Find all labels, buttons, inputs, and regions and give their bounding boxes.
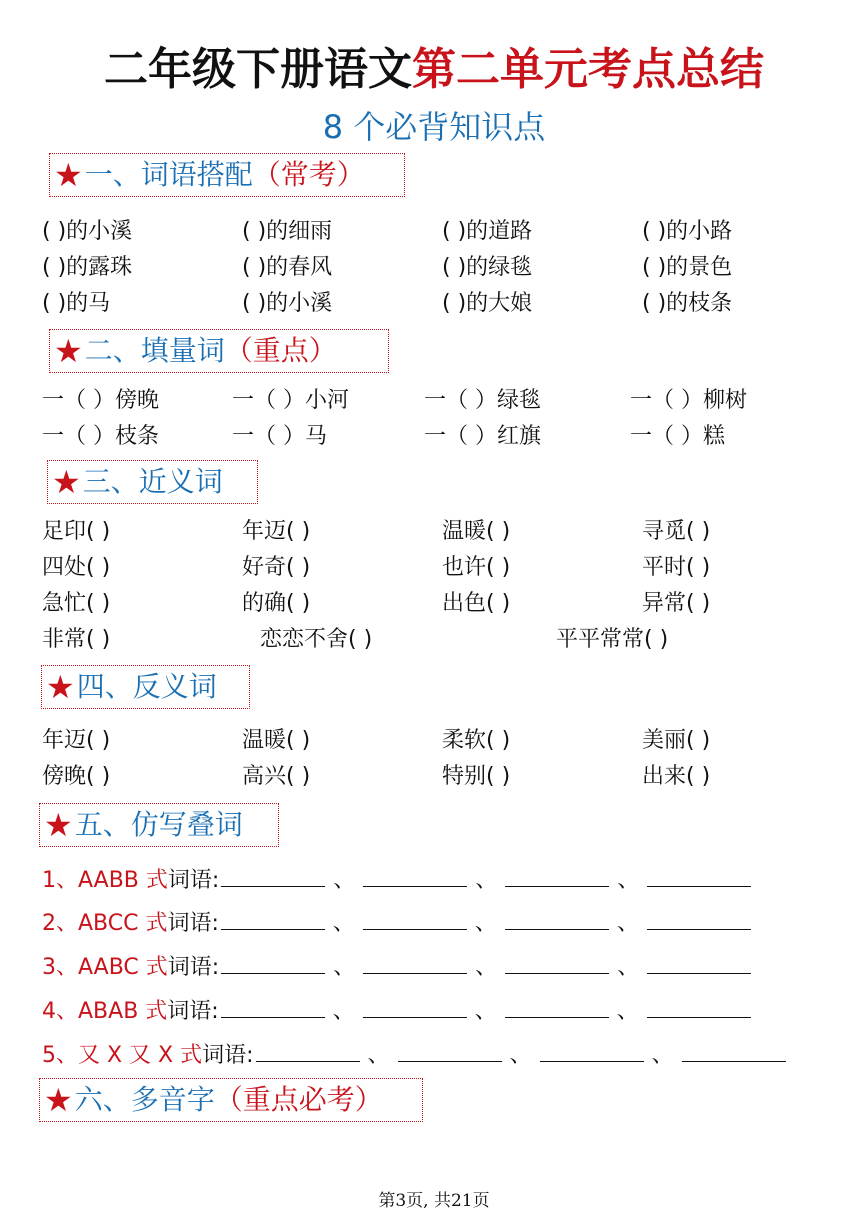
reduplication-line bbox=[42, 951, 753, 985]
separator: 、 bbox=[333, 955, 356, 980]
section-label: 三、近义词 bbox=[82, 465, 223, 498]
answer-blank[interactable] bbox=[363, 864, 467, 887]
separator: 、 bbox=[651, 1043, 674, 1068]
item-number: 3、 bbox=[42, 955, 78, 980]
separator: 、 bbox=[367, 1043, 390, 1068]
pattern-label: ABAB 式 bbox=[78, 999, 168, 1024]
pattern-label: AABB 式 bbox=[78, 868, 168, 893]
answer-blank[interactable] bbox=[647, 864, 751, 887]
antonym-item[interactable]: 高兴( ) bbox=[242, 764, 311, 789]
collocation-item[interactable]: ( )的大娘 bbox=[442, 291, 533, 316]
reduplication-line bbox=[42, 907, 753, 941]
section-label: 六、多音字 bbox=[74, 1083, 215, 1116]
title-unit: 第二单元考点总结 bbox=[412, 44, 764, 95]
pattern-suffix: 词语: bbox=[167, 999, 219, 1024]
star-icon: ★ bbox=[54, 156, 83, 194]
section-note: （重点） bbox=[224, 334, 337, 367]
synonym-item[interactable]: 异常( ) bbox=[642, 591, 711, 616]
antonym-item[interactable]: 傍晚( ) bbox=[42, 764, 111, 789]
pattern-suffix: 词语: bbox=[167, 868, 220, 893]
measure-item[interactable]: 一（ ）绿毯 bbox=[424, 388, 541, 413]
section-note: （重点必考） bbox=[214, 1083, 383, 1116]
synonym-item[interactable]: 非常( ) bbox=[42, 627, 111, 652]
reduplication-line bbox=[42, 864, 753, 898]
section-note: （常考） bbox=[252, 158, 365, 191]
answer-blank[interactable] bbox=[647, 995, 751, 1018]
answer-blank[interactable] bbox=[363, 907, 467, 930]
separator: 、 bbox=[474, 911, 497, 936]
collocation-item[interactable]: ( )的小溪 bbox=[242, 291, 333, 316]
section-label: 一、词语搭配 bbox=[84, 158, 253, 191]
answer-blank[interactable] bbox=[221, 995, 325, 1018]
pattern-label: ABCC 式 bbox=[78, 911, 168, 936]
answer-blank[interactable] bbox=[398, 1039, 502, 1062]
answer-blank[interactable] bbox=[221, 864, 325, 887]
synonym-item[interactable]: 的确( ) bbox=[242, 591, 311, 616]
separator: 、 bbox=[475, 868, 498, 893]
synonym-item[interactable]: 急忙( ) bbox=[42, 591, 111, 616]
collocation-item[interactable]: ( )的细雨 bbox=[242, 219, 333, 244]
measure-item[interactable]: 一（ ）枝条 bbox=[42, 424, 159, 449]
answer-blank[interactable] bbox=[682, 1039, 786, 1062]
pattern-label: 又 X 又 X 式 bbox=[78, 1043, 203, 1068]
collocation-item[interactable]: ( )的小溪 bbox=[42, 219, 133, 244]
separator: 、 bbox=[474, 999, 497, 1024]
collocation-item[interactable]: ( )的马 bbox=[42, 291, 111, 316]
collocation-item[interactable]: ( )的露珠 bbox=[42, 255, 133, 280]
separator: 、 bbox=[332, 999, 355, 1024]
section-heading-measure-words bbox=[49, 329, 389, 373]
item-number: 4、 bbox=[42, 999, 78, 1024]
answer-blank[interactable] bbox=[647, 951, 751, 974]
measure-item[interactable]: 一（ ）柳树 bbox=[630, 388, 747, 413]
pattern-label: AABC 式 bbox=[78, 955, 168, 980]
pattern-suffix: 词语: bbox=[202, 1043, 254, 1068]
answer-blank[interactable] bbox=[221, 907, 325, 930]
separator: 、 bbox=[333, 868, 356, 893]
synonym-item[interactable]: 足印( ) bbox=[42, 519, 111, 544]
synonym-item[interactable]: 也许( ) bbox=[442, 555, 511, 580]
answer-blank[interactable] bbox=[505, 907, 609, 930]
star-icon: ★ bbox=[44, 806, 73, 844]
collocation-item[interactable]: ( )的绿毯 bbox=[442, 255, 533, 280]
measure-item[interactable]: 一（ ）小河 bbox=[232, 388, 349, 413]
synonym-item[interactable]: 平时( ) bbox=[642, 555, 711, 580]
answer-blank[interactable] bbox=[505, 995, 609, 1018]
antonym-item[interactable]: 年迈( ) bbox=[42, 728, 111, 753]
answer-blank[interactable] bbox=[221, 951, 325, 974]
page-footer: 第3页, 共21页 bbox=[378, 1191, 490, 1211]
reduplication-line bbox=[42, 995, 753, 1029]
pattern-suffix: 词语: bbox=[167, 955, 220, 980]
star-icon: ★ bbox=[44, 1081, 73, 1119]
collocation-item[interactable]: ( )的景色 bbox=[642, 255, 733, 280]
pattern-suffix: 词语: bbox=[167, 911, 219, 936]
separator: 、 bbox=[475, 955, 498, 980]
antonym-item[interactable]: 柔软( ) bbox=[442, 728, 511, 753]
synonym-item[interactable]: 好奇( ) bbox=[242, 555, 311, 580]
page-subtitle: 8 个必背知识点 bbox=[322, 108, 546, 146]
star-icon: ★ bbox=[54, 332, 83, 370]
antonym-item[interactable]: 温暖( ) bbox=[242, 728, 311, 753]
synonym-item[interactable]: 恋恋不舍( ) bbox=[260, 627, 373, 652]
page-title bbox=[0, 40, 868, 100]
section-heading-collocation bbox=[49, 153, 405, 197]
answer-blank[interactable] bbox=[505, 951, 609, 974]
separator: 、 bbox=[617, 955, 640, 980]
synonym-item[interactable]: 四处( ) bbox=[42, 555, 111, 580]
measure-item[interactable]: 一（ ）傍晚 bbox=[42, 388, 159, 413]
section-heading-polyphonic bbox=[39, 1078, 423, 1122]
separator: 、 bbox=[616, 911, 639, 936]
section-heading-antonyms bbox=[41, 665, 250, 709]
collocation-item[interactable]: ( )的道路 bbox=[442, 219, 533, 244]
collocation-item[interactable]: ( )的枝条 bbox=[642, 291, 733, 316]
item-number: 2、 bbox=[42, 911, 78, 936]
answer-blank[interactable] bbox=[505, 864, 609, 887]
separator: 、 bbox=[617, 868, 640, 893]
answer-blank[interactable] bbox=[647, 907, 751, 930]
measure-item[interactable]: 一（ ）马 bbox=[232, 424, 327, 449]
item-number: 5、 bbox=[42, 1043, 78, 1068]
section-label: 二、填量词 bbox=[84, 334, 225, 367]
antonym-item[interactable]: 出来( ) bbox=[642, 764, 711, 789]
synonym-item[interactable]: 平平常常( ) bbox=[556, 627, 669, 652]
synonym-item[interactable]: 温暖( ) bbox=[442, 519, 511, 544]
answer-blank[interactable] bbox=[256, 1039, 360, 1062]
separator: 、 bbox=[616, 999, 639, 1024]
answer-blank[interactable] bbox=[540, 1039, 644, 1062]
collocation-item[interactable]: ( )的春风 bbox=[242, 255, 333, 280]
separator: 、 bbox=[332, 911, 355, 936]
collocation-item[interactable]: ( )的小路 bbox=[642, 219, 733, 244]
star-icon: ★ bbox=[52, 463, 81, 501]
measure-item[interactable]: 一（ ）糕 bbox=[630, 424, 725, 449]
section-heading-reduplication bbox=[39, 803, 279, 847]
section-label: 五、仿写叠词 bbox=[74, 808, 243, 841]
antonym-item[interactable]: 特别( ) bbox=[442, 764, 511, 789]
synonym-item[interactable]: 寻觅( ) bbox=[642, 519, 711, 544]
title-grade: 二年级下册语文 bbox=[104, 44, 412, 95]
synonym-item[interactable]: 出色( ) bbox=[442, 591, 511, 616]
answer-blank[interactable] bbox=[363, 951, 467, 974]
item-number: 1、 bbox=[42, 868, 78, 893]
antonym-item[interactable]: 美丽( ) bbox=[642, 728, 711, 753]
separator: 、 bbox=[509, 1043, 532, 1068]
answer-blank[interactable] bbox=[363, 995, 467, 1018]
measure-item[interactable]: 一（ ）红旗 bbox=[424, 424, 541, 449]
section-label: 四、反义词 bbox=[76, 670, 217, 703]
reduplication-line bbox=[42, 1039, 788, 1073]
star-icon: ★ bbox=[46, 668, 75, 706]
section-heading-synonyms bbox=[47, 460, 258, 504]
synonym-item[interactable]: 年迈( ) bbox=[242, 519, 311, 544]
